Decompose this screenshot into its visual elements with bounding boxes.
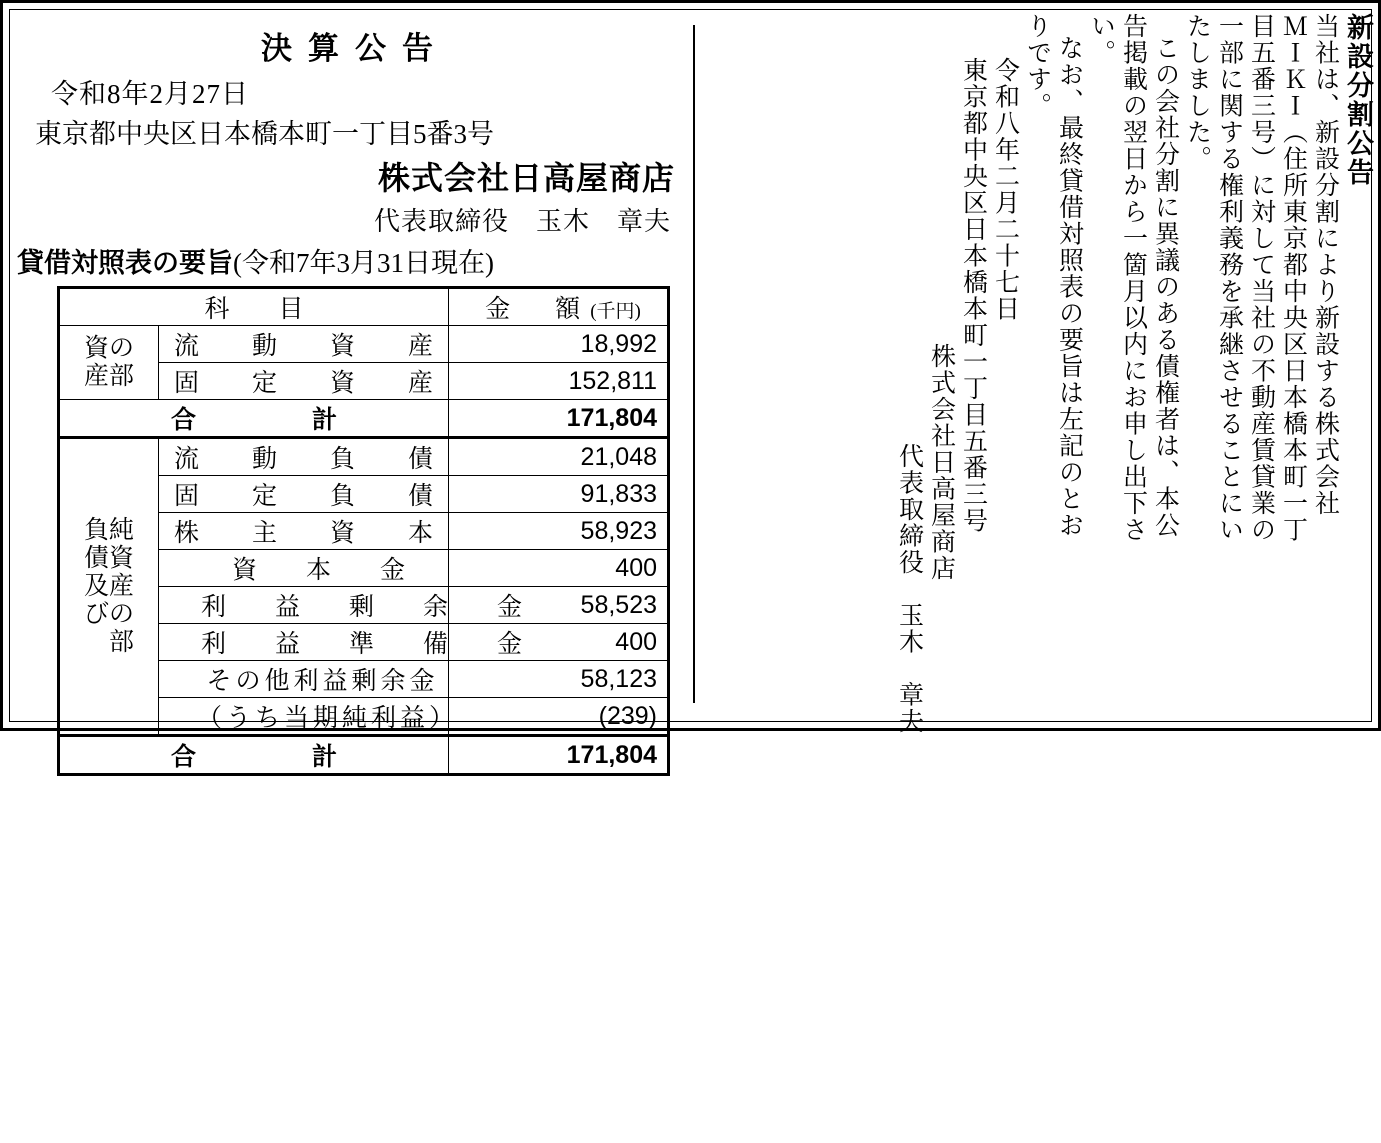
row-name: 株 主 資 本: [159, 513, 449, 550]
row-name: 流 動 負 債: [159, 438, 449, 476]
section-label-assets: [59, 326, 159, 400]
header-amount-cell: [449, 288, 669, 326]
column-divider: [693, 25, 695, 703]
balance-sheet-block: [17, 11, 677, 771]
row-amount: 58,123: [449, 661, 669, 698]
row-amount: 91,833: [449, 476, 669, 513]
balance-sheet-heading: [17, 241, 677, 280]
balance-sheet-heading-date: (令和7年3月31日現在): [233, 248, 494, 278]
balance-sheet-table: [57, 286, 670, 776]
row-name: （うち当期純利益）: [159, 698, 449, 736]
split-notice-line: 目五番三号）に対して当社の不動産賃貸業の: [1247, 13, 1275, 543]
row-name: 固 定 負 債: [159, 476, 449, 513]
split-notice-line: なお、最終貸借対照表の要旨は左記のとお: [1055, 35, 1083, 539]
representative-name: 代表取締役 玉木 章夫: [373, 207, 671, 236]
table-row: [59, 438, 669, 476]
row-amount: 18,992: [449, 326, 669, 363]
table-header-row: [59, 288, 669, 326]
split-notice-line: い。: [1087, 13, 1115, 66]
row-name: 利 益 準 備 金: [159, 624, 449, 661]
section-label-line: 負純: [83, 516, 134, 544]
section-label-line: 及産: [83, 572, 134, 600]
row-amount: 21,048: [449, 438, 669, 476]
split-notice-line: たしました。: [1183, 13, 1211, 172]
split-notice-line: 一部に関する権利義務を承継させることにい: [1215, 13, 1243, 543]
split-notice-line: 当社は、新設分割により新設する株式会社: [1311, 13, 1339, 517]
split-notice-representative: 代表取締役 玉木 章夫: [895, 443, 923, 735]
balance-sheet-heading-bold: 貸借対照表の要旨: [17, 248, 233, 278]
row-name: 利 益 剰 余 金: [159, 587, 449, 624]
row-amount: 400: [449, 624, 669, 661]
section-label-line: びの: [83, 600, 134, 628]
split-notice-heading: 新設分割公告: [1343, 13, 1373, 187]
row-name: 流 動 資 産: [159, 326, 449, 363]
company-address: 東京都中央区日本橋本町一丁目5番3号: [35, 119, 494, 149]
row-amount: 400: [449, 550, 669, 587]
section-label-line: 部: [83, 628, 134, 656]
section-label-line: 産部: [83, 362, 134, 390]
company-name: 株式会社日高屋商店: [377, 160, 675, 196]
split-notice-line: 告掲載の翌日から一箇月以内にお申し出下さ: [1119, 13, 1147, 543]
split-notice-date: 令和八年二月二十七日: [991, 57, 1019, 322]
table-row: [59, 326, 669, 363]
row-amount: 58,523: [449, 587, 669, 624]
table-total-row: [59, 400, 669, 438]
row-name: その他利益剰余金: [159, 661, 449, 698]
page-title: 決算公告: [261, 31, 449, 66]
section-label-liabilities: [59, 438, 159, 736]
section-label-line: 資の: [83, 334, 134, 362]
table-total-row: [59, 736, 669, 775]
split-notice-company: 株式会社日高屋商店: [927, 343, 955, 582]
total-label: 合 計: [59, 400, 449, 438]
header-amount-unit: (千円): [590, 301, 641, 322]
split-notice-line: ＭＩＫＩ（住所東京都中央区日本橋本町一丁: [1279, 13, 1307, 543]
row-amount: 152,811: [449, 363, 669, 400]
header-item-cell: 科 目: [59, 288, 449, 326]
announcement-date: 令和8年2月27日: [51, 79, 249, 109]
total-amount: 171,804: [449, 400, 669, 438]
total-amount: 171,804: [449, 736, 669, 775]
total-label: 合 計: [59, 736, 449, 775]
split-notice-line: りです。: [1023, 13, 1051, 119]
row-amount: 58,923: [449, 513, 669, 550]
row-name: 資 本 金: [159, 550, 449, 587]
header-amount-label: 金 額: [485, 296, 591, 323]
split-notice-line: この会社分割に異議のある債権者は、本公: [1151, 35, 1179, 539]
section-label-line: 債資: [83, 544, 134, 572]
split-notice-block: [703, 13, 1375, 735]
row-name: 固 定 資 産: [159, 363, 449, 400]
row-amount: (239): [449, 698, 669, 736]
split-notice-address: 東京都中央区日本橋本町一丁目五番三号: [959, 57, 987, 534]
